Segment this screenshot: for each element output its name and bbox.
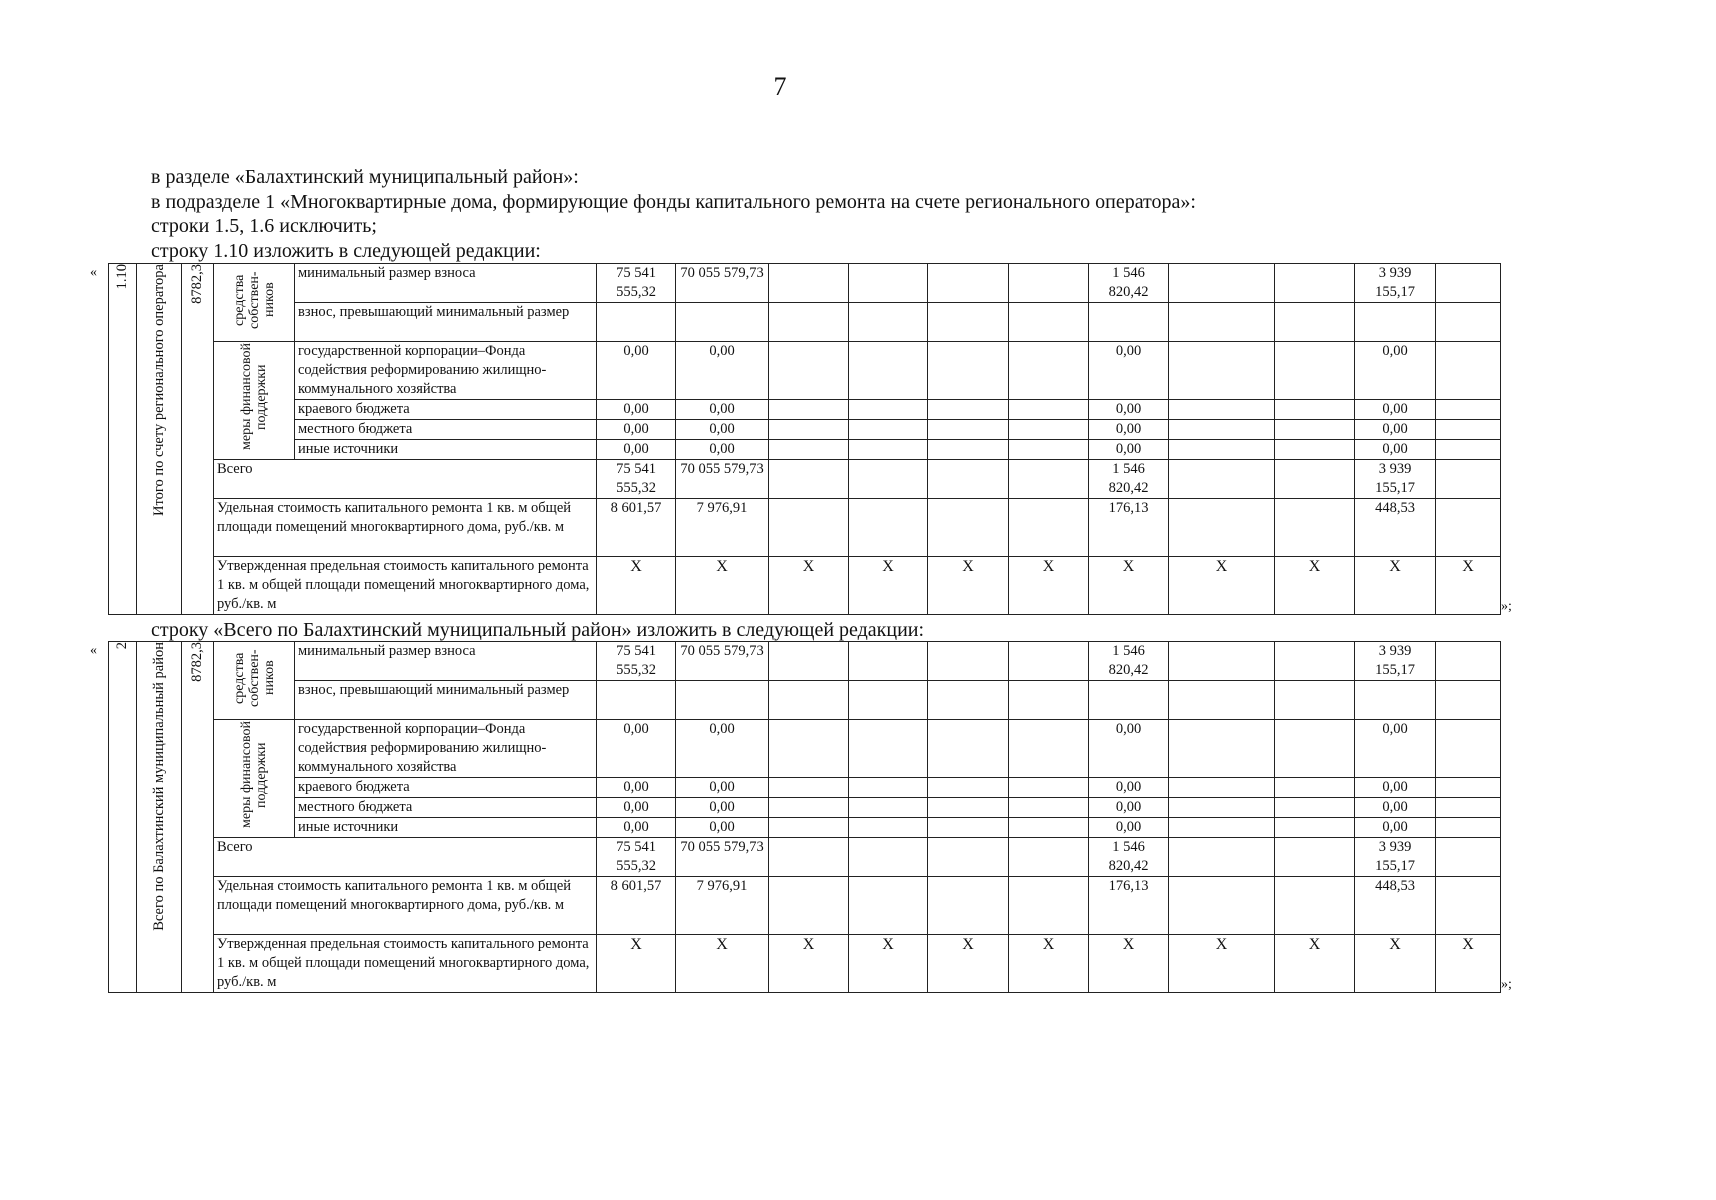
empty-cell xyxy=(849,264,928,303)
empty-cell xyxy=(1169,838,1275,877)
value-cell: 448,53 xyxy=(1355,499,1436,557)
empty-cell xyxy=(1275,818,1355,838)
empty-cell xyxy=(597,303,676,342)
label-min-contribution: минимальный размер взноса xyxy=(295,642,597,681)
value-cell: 0,00 xyxy=(1355,818,1436,838)
close-quote: »; xyxy=(1501,977,1512,992)
value-cell: 0,00 xyxy=(1355,778,1436,798)
owners-funds-cell xyxy=(214,642,295,720)
empty-cell xyxy=(1275,460,1355,499)
label-total: Всего xyxy=(214,838,597,877)
area-cell xyxy=(182,642,214,993)
empty-cell xyxy=(1275,342,1355,400)
empty-cell xyxy=(849,681,928,720)
value-cell: 0,00 xyxy=(676,720,769,778)
label-local-budget: местного бюджета xyxy=(295,420,597,440)
label-other-sources: иные источники xyxy=(295,818,597,838)
label-min-contribution: минимальный размер взноса xyxy=(295,264,597,303)
value-cell: 0,00 xyxy=(676,420,769,440)
empty-cell xyxy=(1275,681,1355,720)
support-measures-label: меры финансовой поддержки xyxy=(239,721,269,829)
value-cell: 0,00 xyxy=(1089,400,1169,420)
value-cell: 70 055 579,73 xyxy=(676,838,769,877)
value-cell: 70 055 579,73 xyxy=(676,460,769,499)
value-cell: 0,00 xyxy=(676,778,769,798)
empty-cell xyxy=(1436,778,1501,798)
empty-cell xyxy=(928,642,1009,681)
empty-cell xyxy=(1436,642,1501,681)
x-mark: X xyxy=(1169,935,1275,993)
empty-cell xyxy=(1169,681,1275,720)
value-cell: 0,00 xyxy=(1089,818,1169,838)
empty-cell xyxy=(849,499,928,557)
value-cell: 0,00 xyxy=(1355,798,1436,818)
empty-cell xyxy=(1009,681,1089,720)
x-mark: X xyxy=(1355,557,1436,615)
empty-cell xyxy=(1009,303,1089,342)
empty-cell xyxy=(769,681,849,720)
row-title-cell xyxy=(137,642,182,993)
support-measures-label: меры финансовой поддержки xyxy=(239,343,269,451)
empty-cell xyxy=(769,400,849,420)
label-unit-cost: Удельная стоимость капитального ремонта 1 кв. м общей площади помещений многоквартирного дома, руб./кв. м xyxy=(214,499,597,557)
label-total: Всего xyxy=(214,460,597,499)
label-state-corp: государственной корпорации–Фонда содействия реформированию жилищно-коммунального хозяйства xyxy=(295,342,597,400)
empty-cell xyxy=(769,499,849,557)
x-mark: X xyxy=(597,557,676,615)
empty-cell xyxy=(1275,264,1355,303)
close-quote: »; xyxy=(1501,599,1512,614)
empty-cell xyxy=(1275,499,1355,557)
second-caption: строку «Всего по Балахтинский муниципальный район» изложить в следующей редакции: xyxy=(151,619,925,641)
value-cell: 448,53 xyxy=(1355,877,1436,935)
empty-cell xyxy=(597,681,676,720)
value-cell: 1 546 820,42 xyxy=(1089,642,1169,681)
empty-cell xyxy=(1009,400,1089,420)
owners-funds-label: средства собствен-ников xyxy=(231,271,277,329)
intro-line: в подразделе 1 «Многоквартирные дома, формирующие фонды капитального ремонта на счете регионального оператора»: xyxy=(151,190,1196,213)
empty-cell xyxy=(1436,420,1501,440)
value-cell: 0,00 xyxy=(597,440,676,460)
empty-cell xyxy=(1169,642,1275,681)
support-measures-cell xyxy=(214,720,295,838)
value-cell: 0,00 xyxy=(597,420,676,440)
empty-cell xyxy=(849,303,928,342)
value-cell: 0,00 xyxy=(1355,342,1436,400)
x-mark: X xyxy=(1009,935,1089,993)
value-cell: 0,00 xyxy=(1089,440,1169,460)
value-cell: 8 601,57 xyxy=(597,877,676,935)
x-mark: X xyxy=(1436,935,1501,993)
empty-cell xyxy=(928,303,1009,342)
label-above-min: взнос, превышающий минимальный размер xyxy=(295,303,597,342)
label-other-sources: иные источники xyxy=(295,440,597,460)
empty-cell xyxy=(1436,798,1501,818)
empty-cell xyxy=(1169,798,1275,818)
x-mark: X xyxy=(849,557,928,615)
x-mark: X xyxy=(676,557,769,615)
amendment-table-district-total xyxy=(108,641,1501,993)
value-cell: 0,00 xyxy=(597,342,676,400)
area-value: 8782,3 xyxy=(189,642,205,682)
empty-cell xyxy=(1275,440,1355,460)
intro-line: строку 1.10 изложить в следующей редакции: xyxy=(151,239,541,262)
empty-cell xyxy=(1275,877,1355,935)
intro-line: в разделе «Балахтинский муниципальный район»: xyxy=(151,166,579,188)
empty-cell xyxy=(1009,778,1089,798)
empty-cell xyxy=(1009,499,1089,557)
empty-cell xyxy=(928,342,1009,400)
value-cell: 3 939 155,17 xyxy=(1355,460,1436,499)
x-mark: X xyxy=(928,557,1009,615)
empty-cell xyxy=(1275,400,1355,420)
label-state-corp: государственной корпорации–Фонда содействия реформированию жилищно-коммунального хозяйства xyxy=(295,720,597,778)
empty-cell xyxy=(928,499,1009,557)
empty-cell xyxy=(928,440,1009,460)
value-cell: 0,00 xyxy=(676,798,769,818)
empty-cell xyxy=(1436,440,1501,460)
row-title: Всего по Балахтинский муниципальный район xyxy=(150,642,167,931)
empty-cell xyxy=(849,877,928,935)
x-mark: X xyxy=(1275,557,1355,615)
empty-cell xyxy=(849,720,928,778)
empty-cell xyxy=(928,778,1009,798)
empty-cell xyxy=(769,342,849,400)
empty-cell xyxy=(849,818,928,838)
owners-funds-label: средства собствен-ников xyxy=(231,649,277,707)
empty-cell xyxy=(1169,778,1275,798)
empty-cell xyxy=(928,460,1009,499)
empty-cell xyxy=(769,460,849,499)
empty-cell xyxy=(676,303,769,342)
empty-cell xyxy=(928,681,1009,720)
value-cell: 0,00 xyxy=(1355,400,1436,420)
empty-cell xyxy=(1009,460,1089,499)
value-cell: 0,00 xyxy=(1355,720,1436,778)
empty-cell xyxy=(849,798,928,818)
empty-cell xyxy=(769,818,849,838)
value-cell: 0,00 xyxy=(1355,440,1436,460)
empty-cell xyxy=(1009,642,1089,681)
value-cell: 0,00 xyxy=(597,778,676,798)
value-cell: 0,00 xyxy=(597,818,676,838)
empty-cell xyxy=(769,303,849,342)
open-quote: « xyxy=(90,643,97,658)
value-cell: 0,00 xyxy=(1089,720,1169,778)
empty-cell xyxy=(769,778,849,798)
value-cell: 1 546 820,42 xyxy=(1089,460,1169,499)
empty-cell xyxy=(1436,342,1501,400)
empty-cell xyxy=(1275,642,1355,681)
empty-cell xyxy=(1009,440,1089,460)
label-above-min: взнос, превышающий минимальный размер xyxy=(295,681,597,720)
empty-cell xyxy=(1009,342,1089,400)
value-cell: 0,00 xyxy=(597,798,676,818)
empty-cell xyxy=(928,400,1009,420)
x-mark: X xyxy=(1436,557,1501,615)
x-mark: X xyxy=(1169,557,1275,615)
empty-cell xyxy=(1169,818,1275,838)
x-mark: X xyxy=(1355,935,1436,993)
empty-cell xyxy=(769,720,849,778)
empty-cell xyxy=(1275,838,1355,877)
empty-cell xyxy=(1355,681,1436,720)
empty-cell xyxy=(1275,303,1355,342)
value-cell: 0,00 xyxy=(1089,778,1169,798)
empty-cell xyxy=(1436,303,1501,342)
value-cell: 0,00 xyxy=(1089,420,1169,440)
empty-cell xyxy=(769,877,849,935)
empty-cell xyxy=(849,642,928,681)
empty-cell xyxy=(769,420,849,440)
empty-cell xyxy=(1169,440,1275,460)
empty-cell xyxy=(1169,877,1275,935)
x-mark: X xyxy=(1089,935,1169,993)
x-mark: X xyxy=(928,935,1009,993)
empty-cell xyxy=(1169,460,1275,499)
empty-cell xyxy=(1436,818,1501,838)
empty-cell xyxy=(769,264,849,303)
label-unit-cost: Удельная стоимость капитального ремонта 1 кв. м общей площади помещений многоквартирного дома, руб./кв. м xyxy=(214,877,597,935)
empty-cell xyxy=(1169,303,1275,342)
row-title: Итого по счету регионального оператора xyxy=(150,264,167,516)
row-number: 2 xyxy=(114,642,130,650)
open-quote: « xyxy=(90,265,97,280)
value-cell: 3 939 155,17 xyxy=(1355,642,1436,681)
value-cell: 70 055 579,73 xyxy=(676,642,769,681)
empty-cell xyxy=(1009,838,1089,877)
empty-cell xyxy=(676,681,769,720)
value-cell: 3 939 155,17 xyxy=(1355,838,1436,877)
empty-cell xyxy=(928,877,1009,935)
value-cell: 176,13 xyxy=(1089,499,1169,557)
value-cell: 0,00 xyxy=(1355,420,1436,440)
empty-cell xyxy=(1436,499,1501,557)
row-number: 1.10 xyxy=(114,264,130,290)
value-cell: 75 541 555,32 xyxy=(597,460,676,499)
empty-cell xyxy=(1169,264,1275,303)
empty-cell xyxy=(1275,798,1355,818)
empty-cell xyxy=(1436,681,1501,720)
value-cell: 0,00 xyxy=(597,400,676,420)
owners-funds-cell xyxy=(214,264,295,342)
empty-cell xyxy=(1169,420,1275,440)
value-cell: 7 976,91 xyxy=(676,877,769,935)
empty-cell xyxy=(1275,420,1355,440)
label-regional-budget: краевого бюджета xyxy=(295,400,597,420)
value-cell: 0,00 xyxy=(676,440,769,460)
empty-cell xyxy=(1009,877,1089,935)
area-value: 8782,3 xyxy=(189,264,205,304)
row-number-cell xyxy=(109,264,137,615)
x-mark: X xyxy=(1089,557,1169,615)
empty-cell xyxy=(769,798,849,818)
x-mark: X xyxy=(597,935,676,993)
empty-cell xyxy=(849,778,928,798)
empty-cell xyxy=(769,838,849,877)
label-regional-budget: краевого бюджета xyxy=(295,778,597,798)
label-approved-cost: Утвержденная предельная стоимость капитального ремонта 1 кв. м общей площади помещений многоквартирного дома, руб./кв. м xyxy=(214,935,597,993)
x-mark: X xyxy=(676,935,769,993)
x-mark: X xyxy=(849,935,928,993)
value-cell: 75 541 555,32 xyxy=(597,264,676,303)
value-cell: 75 541 555,32 xyxy=(597,642,676,681)
empty-cell xyxy=(849,420,928,440)
empty-cell xyxy=(769,440,849,460)
x-mark: X xyxy=(769,557,849,615)
empty-cell xyxy=(1275,720,1355,778)
empty-cell xyxy=(1169,342,1275,400)
empty-cell xyxy=(849,460,928,499)
value-cell: 0,00 xyxy=(1089,342,1169,400)
x-mark: X xyxy=(1009,557,1089,615)
x-mark: X xyxy=(769,935,849,993)
value-cell: 8 601,57 xyxy=(597,499,676,557)
area-cell xyxy=(182,264,214,615)
empty-cell xyxy=(928,798,1009,818)
empty-cell xyxy=(928,818,1009,838)
empty-cell xyxy=(1009,818,1089,838)
empty-cell xyxy=(928,838,1009,877)
page-number: 7 xyxy=(773,72,787,101)
empty-cell xyxy=(849,400,928,420)
empty-cell xyxy=(1436,838,1501,877)
support-measures-cell xyxy=(214,342,295,460)
empty-cell xyxy=(1355,303,1436,342)
empty-cell xyxy=(1089,681,1169,720)
intro-text xyxy=(151,165,1196,263)
value-cell: 0,00 xyxy=(676,400,769,420)
value-cell: 1 546 820,42 xyxy=(1089,838,1169,877)
empty-cell xyxy=(849,838,928,877)
empty-cell xyxy=(1169,720,1275,778)
empty-cell xyxy=(1169,499,1275,557)
empty-cell xyxy=(1436,264,1501,303)
empty-cell xyxy=(769,642,849,681)
x-mark: X xyxy=(1275,935,1355,993)
intro-line: строки 1.5, 1.6 исключить; xyxy=(151,215,377,237)
empty-cell xyxy=(1436,877,1501,935)
empty-cell xyxy=(1009,720,1089,778)
empty-cell xyxy=(928,720,1009,778)
value-cell: 3 939 155,17 xyxy=(1355,264,1436,303)
label-local-budget: местного бюджета xyxy=(295,798,597,818)
empty-cell xyxy=(1275,778,1355,798)
row-title-cell xyxy=(137,264,182,615)
value-cell: 0,00 xyxy=(597,720,676,778)
row-number-cell xyxy=(109,642,137,993)
value-cell: 0,00 xyxy=(676,342,769,400)
amendment-table-row-1-10 xyxy=(108,263,1501,615)
empty-cell xyxy=(1009,798,1089,818)
empty-cell xyxy=(928,264,1009,303)
value-cell: 0,00 xyxy=(1089,798,1169,818)
empty-cell xyxy=(1436,460,1501,499)
empty-cell xyxy=(928,420,1009,440)
empty-cell xyxy=(849,342,928,400)
label-approved-cost: Утвержденная предельная стоимость капитального ремонта 1 кв. м общей площади помещений многоквартирного дома, руб./кв. м xyxy=(214,557,597,615)
empty-cell xyxy=(1009,420,1089,440)
empty-cell xyxy=(1436,400,1501,420)
empty-cell xyxy=(1089,303,1169,342)
empty-cell xyxy=(849,440,928,460)
value-cell: 0,00 xyxy=(676,818,769,838)
value-cell: 176,13 xyxy=(1089,877,1169,935)
empty-cell xyxy=(1009,264,1089,303)
value-cell: 75 541 555,32 xyxy=(597,838,676,877)
value-cell: 7 976,91 xyxy=(676,499,769,557)
empty-cell xyxy=(1436,720,1501,778)
empty-cell xyxy=(1169,400,1275,420)
value-cell: 70 055 579,73 xyxy=(676,264,769,303)
value-cell: 1 546 820,42 xyxy=(1089,264,1169,303)
